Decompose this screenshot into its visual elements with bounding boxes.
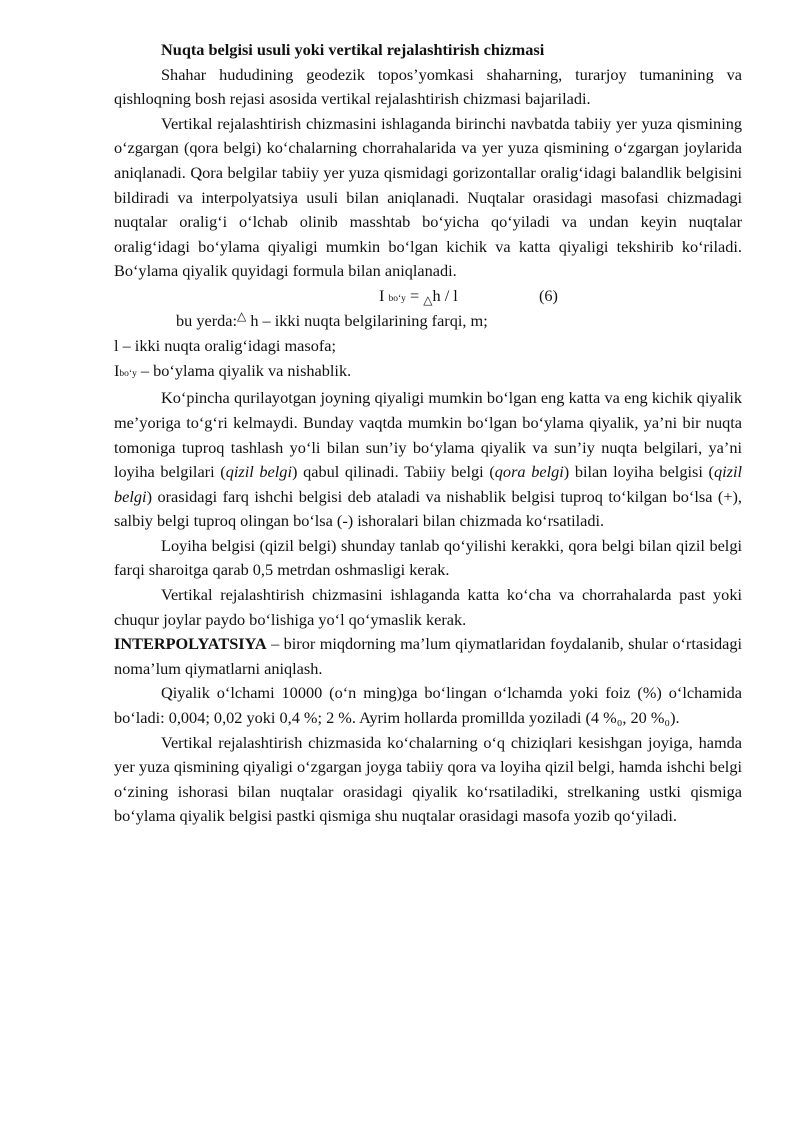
paragraph-3 (114, 386, 742, 534)
definition-i-text: – bo‘ylama qiyalik va nishablik. (136, 360, 352, 380)
paragraph-3-part-a: Ko‘pincha qurilayotgan joyning qiyaligi mumkin bo‘lgan eng katta va eng kichik qiyalik me’yoriga to‘g‘ri kelmaydi. Bunday vaqtda mumkin bo‘lgan bo‘ylama qiyalik, ya’ni bir nuqta tomoniga tuproq tashlash yo‘li bilan sun’iy bo‘ylama qiyalik va sun’iy nuqta belgilari, ya’ni loyiha belgilari ( (114, 388, 742, 482)
paragraph-3-part-c: ) bilan loyiha belgisi ( (563, 462, 714, 482)
where-prefix: bu yerda: (176, 310, 238, 330)
delta-symbol: △ (237, 308, 247, 323)
definition-l: l – ikki nuqta oralig‘idagi masofa; (114, 336, 337, 356)
document-page (114, 38, 742, 829)
interpolation-term: INTERPOLYATSIYA (114, 634, 267, 654)
slope-formula (379, 284, 458, 312)
definition-i (114, 359, 742, 387)
formula-subscript: bo‘y (388, 293, 406, 304)
paragraph-4: Loyiha belgisi (qizil belgi) shunday tanlab qo‘yilishi kerakki, qora belgi bilan qizil belgi farqi sharoitga qarab 0,5 metrdan oshmasligi kerak. (114, 535, 742, 580)
paragraph-3-italic-2: qora belgi (494, 462, 564, 482)
where-text: h – ikki nuqta belgilarining farqi, m; (246, 310, 488, 330)
formula-equals: = (405, 285, 424, 305)
interpolation-definition: – biror miqdorning ma’lum qiymatlaridan foydalanib, shular o‘rtasidagi noma’lum qiymatlarni aniqlash. (114, 634, 742, 678)
paragraph-6 (114, 632, 742, 681)
formula-lhs: I (379, 285, 385, 305)
formula-line (114, 284, 742, 309)
paragraph-3-part-b: ) qabul qilinadi. Tabiiy belgi ( (291, 462, 495, 482)
formula-number: (6) (539, 285, 558, 305)
paragraph-5: Vertikal rejalashtirish chizmasini ishlaganda katta ko‘cha va chorrahalarda past yoki chuqur joylar paydo bo‘lishiga yo‘l qo‘ymaslik kerak. (114, 585, 742, 629)
paragraph-2: Vertikal rejalashtirish chizmasini ishlaganda birinchi navbatda tabiiy yer yuza qismining o‘zgargan (qora belgi) ko‘chalarning chorrahalarida va yer yuza qismining o‘zgargan joylarida aniqlanadi. Qora belgilar tabiiy yer yuza qismidagi gorizontallar oralig‘idagi balandlik belgisini bildiradi va interpolyatsiya usuli bilan aniqlanadi. Nuqtalar orasidagi masofasi chizmadagi nuqtalar oralig‘i o‘lchab olinib masshtab bo‘yicha qo‘yiladi va undan keyin nuqtalar oralig‘idagi bo‘ylama qiyaligi mumkin bo‘lgan kichik va katta qiyaligi tekshirib ko‘riladi. Bo‘ylama qiyalik quyidagi formula bilan aniqlanadi. (114, 113, 742, 281)
definition-i-subscript: bo‘y (119, 368, 137, 379)
delta-symbol: △ (423, 292, 433, 307)
paragraph-1: Shahar hududining geodezik topos’yomkasi shaharning, turarjoy tumanining va qishloqning bosh rejasi asosida vertikal rejalashtirish chizmasi bajariladi. (114, 64, 742, 109)
paragraph-3-italic-1: qizil belgi (225, 462, 292, 482)
paragraph-3-italic-3: qizil belgi (114, 462, 743, 506)
document-title: Nuqta belgisi usuli yoki vertikal rejalashtirish chizmasi (161, 40, 545, 59)
definition-i-symbol: I (114, 360, 120, 380)
paragraph-8: Vertikal rejalashtirish chizmasida ko‘chalarning o‘q chiziqlari kesishgan joyiga, hamda yer yuza qismining qiyaligi o‘zgargan joyga tabiiy qora va loyiha qizil belgi, hamda ishchi belgi o‘zining ishorasi bilan nuqtalar orasidagi qiyalik ko‘rsatiladiki, strelkaning ustki qismiga bo‘ylama qiyalik belgisi pastki qismiga shu nuqtalar orasidagi masofa yozib qo‘yiladi. (114, 732, 742, 826)
formula-rhs: h / l (432, 285, 458, 305)
paragraph-7: Qiyalik o‘lchami 10000 (o‘n ming)ga bo‘lingan o‘lchamda yoki foiz (%) o‘lchamida bo‘ladi: 0,004; 0,02 yoki 0,4 %; 2 %. Ayrim hollarda promillda yoziladi (4 %₀, 20 %₀). (114, 683, 742, 728)
paragraph-3-part-d: ) orasidagi farq ishchi belgisi deb ataladi va nishablik belgisi tuproq to‘kilgan bo‘lsa (+), salbiy belgi tuproq olingan bo‘lsa (-) ishoralari bilan chizmada ko‘rsatiladi. (114, 486, 742, 531)
